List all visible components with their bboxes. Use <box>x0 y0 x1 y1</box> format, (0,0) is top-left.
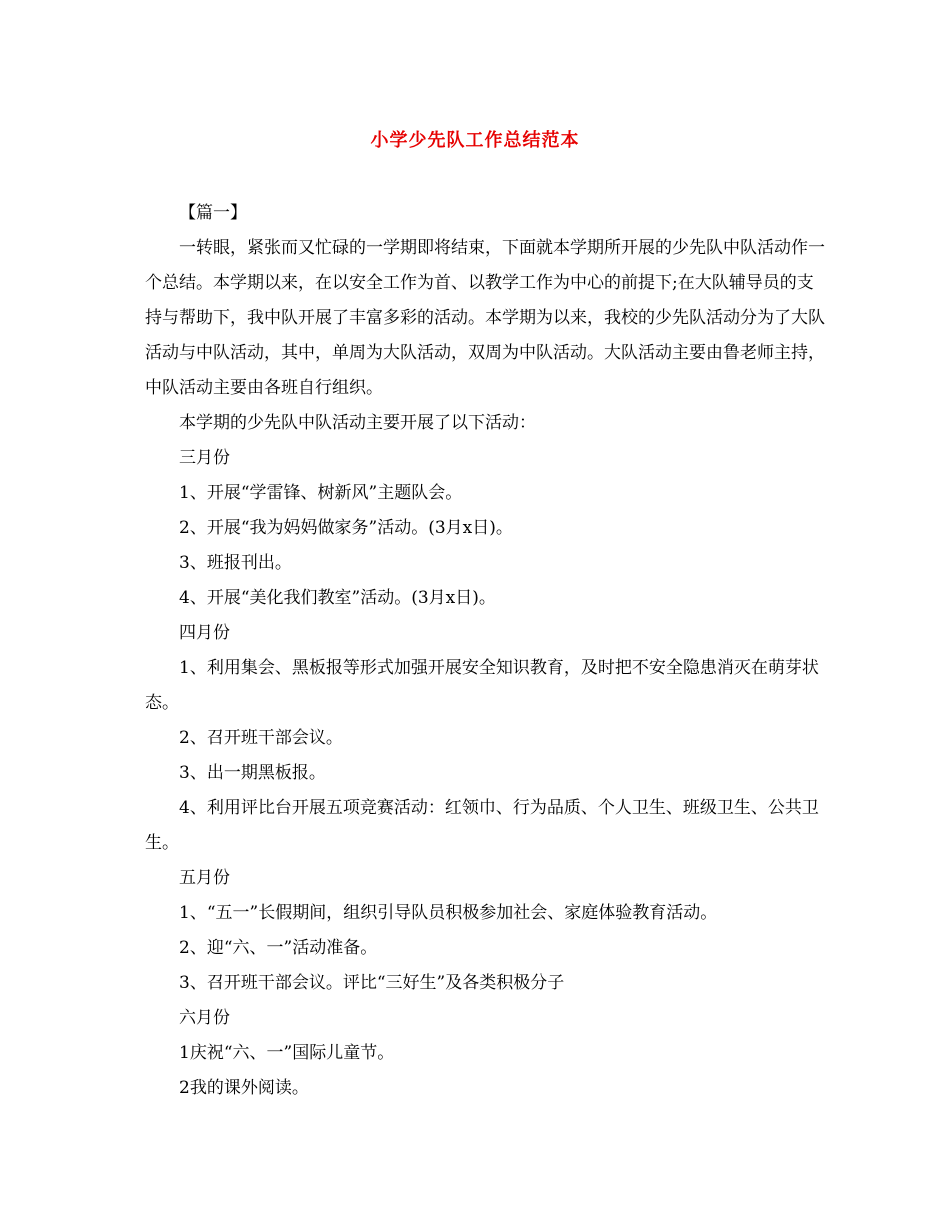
list-item: 2、开展“我为妈妈做家务”活动。(3月x日)。 <box>179 518 513 538</box>
list-item: 3、出一期黑板报。 <box>179 763 326 783</box>
list-item: 2我的课外阅读。 <box>179 1078 309 1098</box>
list-item: 1、“五一”长假期间，组织引导队员积极参加社会、家庭体验教育活动。 <box>179 903 718 923</box>
list-item: 4、开展“美化我们教室”活动。(3月x日)。 <box>179 588 496 608</box>
list-item: 1、利用集会、黑板报等形式加强开展安全知识教育，及时把不安全隐患消灭在萌芽状态。 <box>145 658 819 713</box>
list-item: 1庆祝“六、一”国际儿童节。 <box>179 1043 395 1063</box>
list-item: 2、召开班干部会议。 <box>179 728 343 748</box>
list-item: 1、开展“学雷锋、树新风”主题队会。 <box>179 483 463 503</box>
list-item: 3、班报刊出。 <box>179 553 292 573</box>
intro-paragraph: 一转眼，紧张而又忙碌的一学期即将结束，下面就本学期所开展的少先队中队活动作一个总结。本学期以来，在以安全工作为首、以教学工作为中心的前提下;在大队辅导员的支持与帮助下，我中队开展了丰富多彩的活动。本学期为以来，我校的少先队活动分为了大队活动与中队活动，其中，单周为大队活动，双周为中队活动。大队活动主要由鲁老师主持，中队活动主要由各班自行组织。 <box>145 238 825 398</box>
month-heading-june: 六月份 <box>179 1008 230 1028</box>
month-heading-april: 四月份 <box>179 623 230 643</box>
list-item: 2、迎“六、一”活动准备。 <box>179 938 378 958</box>
document-body <box>145 196 825 1106</box>
list-item: 3、召开班干部会议。评比“三好生”及各类积极分子 <box>179 973 565 993</box>
document-title: 小学少先队工作总结范本 <box>370 130 580 151</box>
month-heading-march: 三月份 <box>179 448 230 468</box>
month-heading-may: 五月份 <box>179 868 230 888</box>
section-label: 【篇一】 <box>179 203 247 223</box>
list-item: 4、利用评比台开展五项竞赛活动：红领巾、行为品质、个人卫生、班级卫生、公共卫生。 <box>145 798 819 853</box>
activities-intro: 本学期的少先队中队活动主要开展了以下活动： <box>179 413 536 433</box>
